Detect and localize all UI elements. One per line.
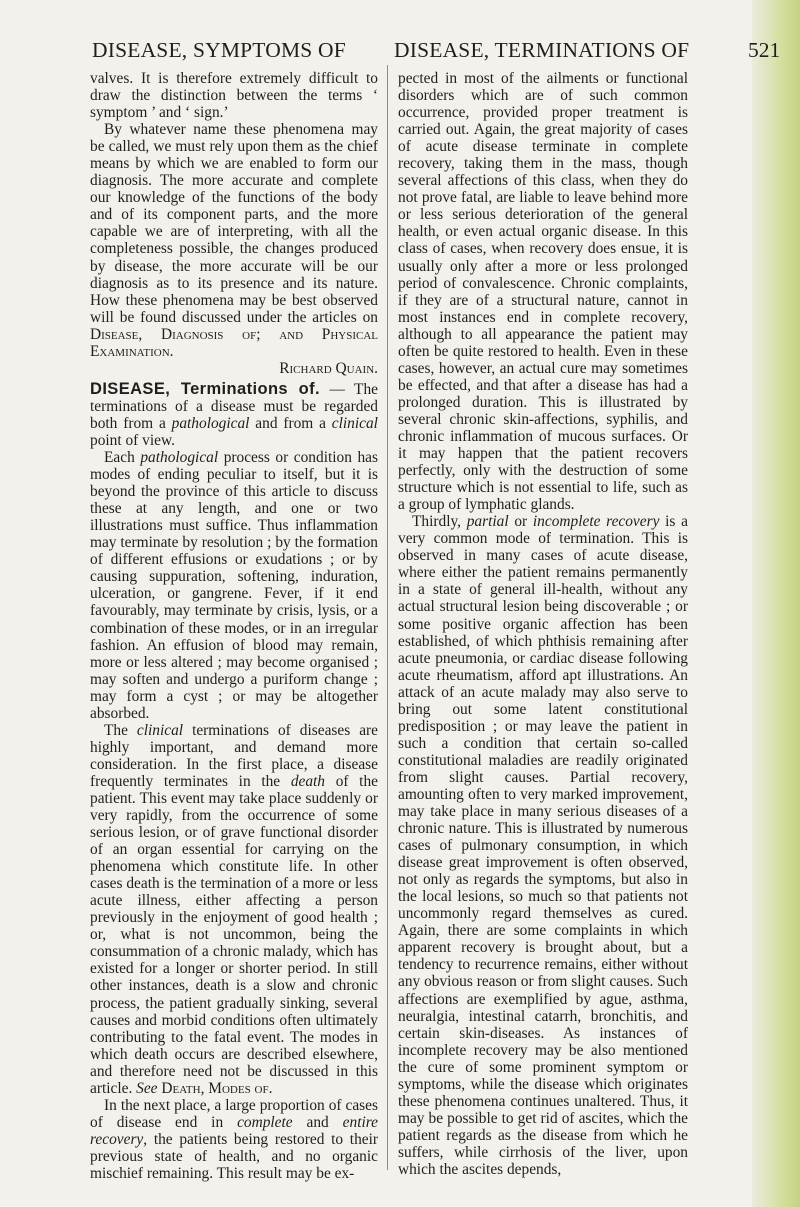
paragraph: The clinical terminations of diseases are highly important, and demand more consideration. In the first place, a disease frequently terminates in the death of the patient. This event may take place suddenly or very rapidly, from the occurrence of some serious lesion, or of grave functional disorder of an organ essential for carrying on the phenomena which constitute life. In other cases death is the termination of a more or less acute illness, either affecting a person previously in the enjoyment of good health ; or, what is not uncommon, being the consummation of a chronic malady, which has existed for a longer or shorter period. In still other instances, death is a slow and chronic process, the patient gradually sinking, several causes and morbid conditions often ultimately contributing to the fatal event. The modes in which death occurs are described elsewhere, and therefore need not be discussed in this article. See Death, Modes of.: [90, 721, 378, 1097]
paragraph: DISEASE, Terminations of. — The terminations of a disease must be regarded both from a pathological and from a clinical point of view.: [90, 379, 378, 449]
paragraph: Thirdly, partial or incomplete recovery is a very common mode of termination. This is observed in many cases of acute disease, where either the patient remains permanently in a state of general ill-health, without any actual structural lesion being discoverable ; or some positive organic affection has been established, of which phthisis remaining after acute pneumonia, or cardiac disease following acute rheumatism, afford apt illustrations. An attack of an acute malady may also serve to bring out some latent constitutional predisposition ; or may leave the patient in such a condition that certain so-called constitutional maladies are readily originated from slight causes. Partial recovery, amounting often to very marked improvement, may take place in many serious diseases of a chronic nature. This is illustrated by numerous cases of pulmonary consumption, in which disease great improvement is often observed, not only as regards the symptoms, but also in the local lesions, so much so that patients not uncommonly regard themselves as cured. Again, there are some complaints in which apparent recovery is brought about, but a tendency to recurrence remains, either without any obvious reason or from slight causes. Such affections are exemplified by ague, asthma, neuralgia, intestinal catarrh, bronchitis, and certain skin-diseases. As instances of incomplete recovery may be also mentioned the cure of some prominent symptom or symptoms, while the disease which originates these phenomena continues unaltered. Thus, it may be possible to get rid of ascites, which the patient regards as the disease from which he suffers, while cirrhosis of the liver, upon which the ascites depends,: [398, 513, 688, 1178]
paragraph: Each pathological process or condition has modes of ending peculiar to itself, but it is beyond the province of this article to discuss these at any length, and one or two illustrations must suffice. Thus inflammation may terminate by resolution ; by the formation of different effusions or exudations ; or by causing suppuration, softening, induration, ulceration, or gangrene. Fever, if it end favourably, may terminate by crisis, lysis, or a combination of these modes, or in an irregular fashion. An effusion of blood may remain, more or less altered ; may become organised ; may soften and undergo a puriform change ; may form a cyst ; or may be altogether absorbed.: [90, 449, 378, 722]
column-divider: [387, 65, 388, 1170]
author-signature: Richard Quain.: [279, 359, 378, 377]
entry-heading: DISEASE, Terminations of.: [90, 379, 320, 398]
paragraph: In the next place, a large proportion of cases of disease end in complete and entire recovery, the patients being restored to their previous state of health, and no organic mischief remaining. This result may be ex-: [90, 1096, 378, 1182]
right-column: [398, 70, 688, 1178]
page-number: 521: [748, 38, 781, 62]
paragraph: pected in most of the ailments or functional disorders which are of such common occurrence, provided proper treatment is carried out. Again, the great majority of cases of acute disease terminate in complete recovery, taking them in the mass, though several affections of this class, when they do not prove fatal, are liable to leave behind more or less serious deterioration of the general health, or even actual organic disease. In this class of cases, when recovery does ensue, it is usually only after a more or less prolonged period of convalescence. Chronic complaints, if they are of a structural nature, cannot in most instances end in complete recovery, although to all appearance the patient may often be quite restored to health. Even in these cases, however, an actual cure may sometimes be effected, and that after a disease has had a prolonged duration. This is illustrated by several chronic skin-affections, syphilis, and chronic inflammation of mucous surfaces. Or it may happen that the patient recovers perfectly, only with the destruction of some structure which is not essential to life, such as a group of lymphatic glands.: [398, 70, 688, 514]
running-header-right: DISEASE, TERMINATIONS OF: [394, 38, 690, 62]
left-column: [90, 70, 378, 1182]
running-header-left: DISEASE, SYMPTOMS OF: [92, 38, 346, 62]
paragraph: valves. It is therefore extremely difficult to draw the distinction between the terms ‘ symptom ’ and ‘ sign.’: [90, 70, 378, 122]
page-edge-shadow: [752, 0, 800, 1207]
paragraph: By whatever name these phenomena may be called, we must rely upon them as the chief means by which we are enabled to form our diagnosis. The more accurate and complete our knowledge of the functions of the body and of its component parts, and the more capable we are of interpreting, with all the completeness possible, the changes produced by disease, the more accurate will be our diagnosis as to its presence and its nature. How these phenomena may be best observed will be found discussed under the articles on Disease, Diagnosis of; and Physical Examination. Richard Quain.: [90, 121, 378, 377]
cross-reference: Disease, Diagnosis of; and Physical Examination.: [90, 325, 378, 360]
cross-reference: Death, Modes of.: [161, 1079, 273, 1097]
